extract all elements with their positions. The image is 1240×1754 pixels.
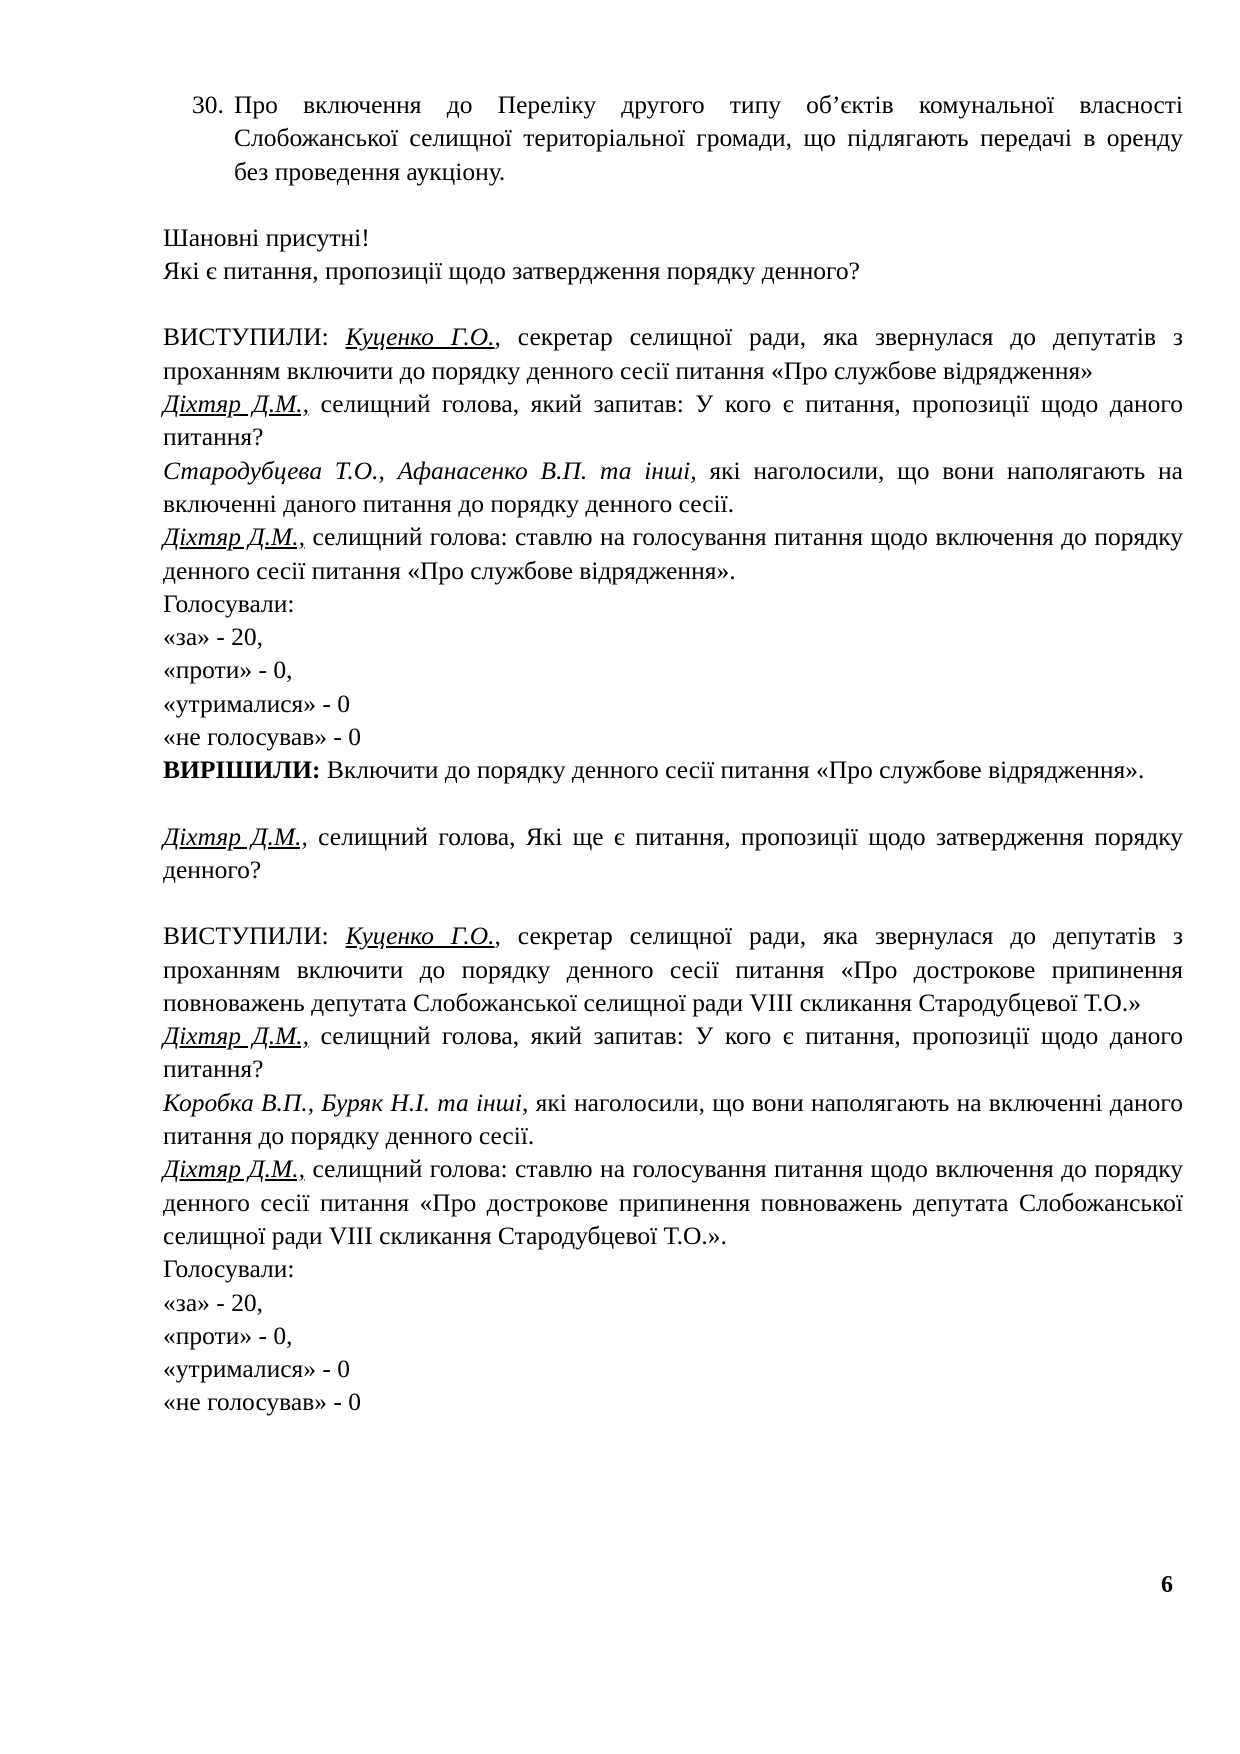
document-body <box>163 88 1183 1419</box>
block2-vote-abstained: «утрималися» - 0 <box>163 1354 351 1384</box>
agenda-item-30 <box>192 88 1183 188</box>
chair-name: Діхтяр Д.М., <box>163 522 305 552</box>
support-text: які наголосили, що вони наполягають на включенні даного питання до порядку денного сесії. <box>163 455 1183 518</box>
decision-label: ВИРІШИЛИ: <box>163 755 321 785</box>
support-text: які наголосили, що вони наполягають на включенні даного питання до порядку денного сесії. <box>163 1087 1183 1151</box>
block1-vote-against: «проти» - 0, <box>163 655 293 685</box>
speaker-name: Куценко Г.О. <box>345 322 495 352</box>
chair-text: селищний голова: ставлю на голосування питання щодо включення до порядку денного сесії питання «Про дострокове припинення повноважень депутата Слобожанської селищної ради VIII скликання Стародубцевої Т.О.». <box>163 1154 1183 1250</box>
block1-support-paragraph <box>163 454 1183 521</box>
block2-speaker-paragraph <box>163 919 1183 1019</box>
block1-decision <box>163 753 1183 786</box>
spacer <box>163 287 1183 320</box>
block1-chair-question <box>163 387 1183 454</box>
chair-name: Діхтяр Д.М., <box>163 821 308 851</box>
chair-name: Діхтяр Д.М., <box>163 1154 305 1184</box>
block1-vote-for: «за» - 20, <box>163 622 264 652</box>
block1-vote-not-voted: «не голосував» - 0 <box>163 722 361 752</box>
block2-vote-for: «за» - 20, <box>163 1287 264 1317</box>
spacer <box>163 188 1183 221</box>
chair-further-question <box>163 820 1183 887</box>
support-names: Коробка В.П., Буряк Н.І. та інші, <box>163 1087 529 1117</box>
greeting: Шановні присутні! <box>163 222 370 252</box>
speaker-name: Куценко Г.О. <box>345 921 495 951</box>
block2-support-paragraph <box>163 1086 1183 1153</box>
chair-text: селищний голова, Які ще є питання, пропозиції щодо затвердження порядку денного? <box>163 821 1183 884</box>
speaker-text: , секретар селищної ради, яка звернулася до депутатів з проханням включити до порядку денного сесії питання «Про службове відрядження» <box>163 322 1183 385</box>
block1-voted-label: Голосували: <box>163 588 295 618</box>
agenda-question: Які є питання, пропозиції щодо затвердження порядку денного? <box>163 256 860 286</box>
chair-text: селищний голова, який запитав: У кого є питання, пропозиції щодо даного питання? <box>163 1021 1183 1084</box>
page-number: 6 <box>1161 1572 1173 1598</box>
block2-voted-label: Голосували: <box>163 1254 295 1284</box>
agenda-item-number: 30. <box>192 90 224 119</box>
speaker-text: , секретар селищної ради, яка звернулася до депутатів з проханням включити до порядку денного сесії питання «Про дострокове припинення повноважень депутата Слобожанської селищної ради VIII скликання Стародубцевої Т.О.» <box>163 921 1183 1017</box>
chair-name: Діхтяр Д.М., <box>163 389 310 419</box>
speaker-label: ВИСТУПИЛИ: <box>163 921 329 951</box>
chair-text: селищний голова, який запитав: У кого є питання, пропозиції щодо даного питання? <box>163 389 1183 452</box>
block1-vote-abstained: «утрималися» - 0 <box>163 688 351 718</box>
support-names: Стародубцева Т.О., Афанасенко В.П. та інші, <box>163 455 697 485</box>
agenda-item-text: Про включення до Переліку другого типу об’єктів комунальної власності Слобожанської селищної територіальної громади, що підлягають передачі в оренду без проведення аукціону. <box>234 90 1183 186</box>
decision-text: Включити до порядку денного сесії питання «Про службове відрядження». <box>320 755 1145 785</box>
spacer <box>163 787 1183 820</box>
block1-speaker-paragraph <box>163 320 1183 387</box>
spacer <box>163 886 1183 919</box>
block2-chair-vote-call <box>163 1152 1183 1252</box>
speaker-label: ВИСТУПИЛИ: <box>163 322 329 352</box>
block2-chair-question <box>163 1019 1183 1086</box>
chair-text: селищний голова: ставлю на голосування питання щодо включення до порядку денного сесії питання «Про службове відрядження». <box>163 522 1183 585</box>
block1-chair-vote-call <box>163 520 1183 587</box>
block2-vote-against: «проти» - 0, <box>163 1320 293 1350</box>
block2-vote-not-voted: «не голосував» - 0 <box>163 1387 361 1417</box>
chair-name: Діхтяр Д.М., <box>163 1021 310 1051</box>
